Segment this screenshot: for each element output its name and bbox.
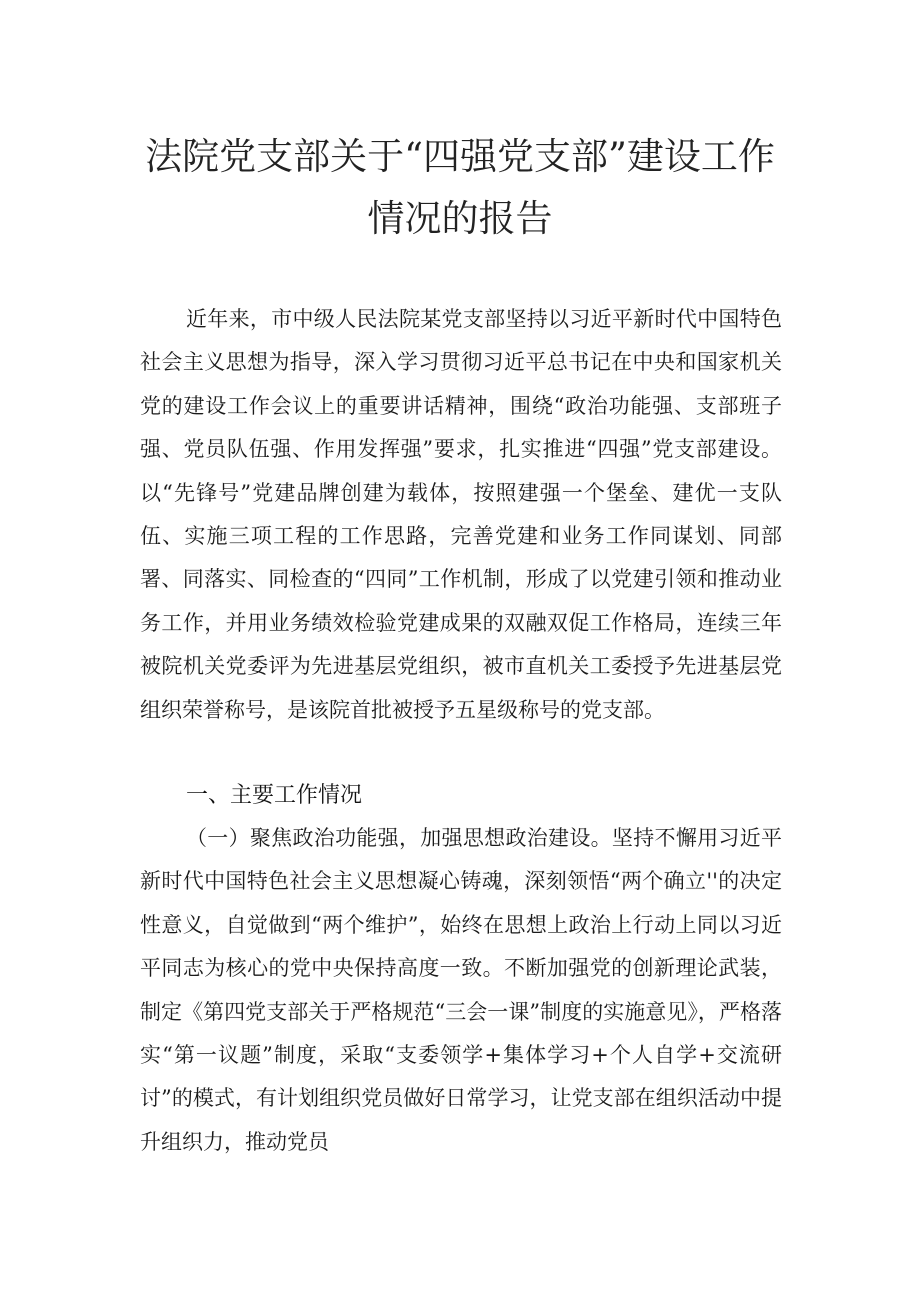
- document-title-line-1: 法院党支部关于“四强党支部”建设工作: [145, 135, 775, 178]
- section-heading: 一、主要工作情况: [186, 783, 363, 808]
- section-paragraph: （一）聚焦政治功能强，加强思想政治建设。坚持不懈用习近平新时代中国特色社会主义思想凝心铸魂，深刻领悟“两个确立''的决定性意义，自觉做到“两个维护”，始终在思想上政治上行动上同以习近平同志为核心的党中央保持高度一致。不断加强党的创新理论武装，制定《第四党支部关于严格规范“三会一课”制度的实施意见》，严格落实“第一议题”制度，采取“支委领学+集体学习+个人自学+交流研讨”的模式，有计划组织党员做好日常学习，让党支部在组织活动中提升组织力，推动党员: [140, 826, 782, 1154]
- intro-paragraph: 近年来，市中级人民法院某党支部坚持以习近平新时代中国特色社会主义思想为指导，深入学习贯彻习近平总书记在中央和国家机关党的建设工作会议上的重要讲话精神，围绕“政治功能强、支部班子强、党员队伍强、作用发挥强”要求，扎实推进“四强”党支部建设。以“先锋号”党建品牌创建为载体，按照建强一个堡垒、建优一支队伍、实施三项工程的工作思路，完善党建和业务工作同谋划、同部署、同落实、同检查的“四同”工作机制，形成了以党建引领和推动业务工作，并用业务绩效检验党建成果的双融双促工作格局，连续三年被院机关党委评为先进基层党组织，被市直机关工委授予先进基层党组织荣誉称号，是该院首批被授予五星级称号的党支部。: [140, 307, 782, 722]
- document-title-line-2: 情况的报告: [367, 197, 553, 240]
